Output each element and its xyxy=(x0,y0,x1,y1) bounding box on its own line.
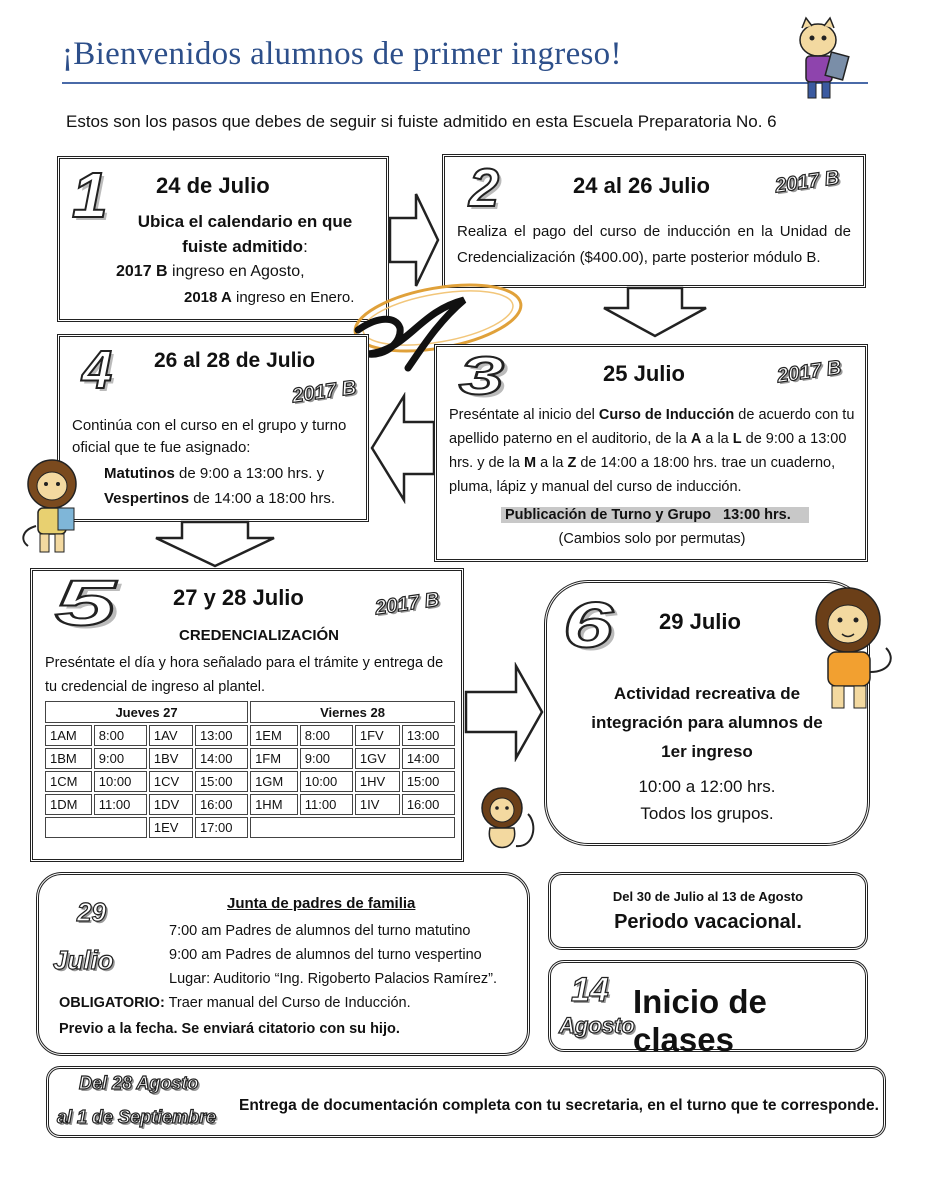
table-cell: 1FM xyxy=(250,748,298,769)
intro-text: Estos son los pasos que debes de seguir si fuiste admitido en esta Escuela Preparatoria No. 6 xyxy=(66,112,777,131)
step-4-semester: 2017 B xyxy=(290,376,358,408)
classes-month: Agosto xyxy=(559,1013,635,1038)
parents-heading: Junta de padres de familia xyxy=(227,895,416,912)
step-5-heading: CREDENCIALIZACIÓN xyxy=(179,627,339,644)
step-6-time: 10:00 a 12:00 hrs. Todos los grupos. xyxy=(638,777,776,823)
table-row xyxy=(45,725,455,746)
table-cell: 1CV xyxy=(149,771,193,792)
parents-obligatory: OBLIGATORIO: Traer manual del Curso de Inducción. xyxy=(59,995,411,1011)
table-cell: 14:00 xyxy=(402,748,455,769)
table-cell: 1DV xyxy=(149,794,193,815)
table-cell: 13:00 xyxy=(195,725,248,746)
step-4-matutino: Matutinos de 9:00 a 13:00 hrs. y xyxy=(104,465,325,482)
step-4-vespertino: Vespertinos de 14:00 a 18:00 hrs. xyxy=(104,490,335,507)
table-cell: 1DM xyxy=(45,794,92,815)
step-2-semester: 2017 B xyxy=(773,166,841,198)
step-4-date: 26 al 28 de Julio xyxy=(154,349,316,372)
vacation-range: Del 30 de Julio al 13 de Agosto xyxy=(612,889,804,904)
lion-sitting-icon xyxy=(472,784,544,860)
step-1-option-a: 2017 B ingreso en Agosto, xyxy=(116,263,305,280)
step-5-date: 27 y 28 Julio xyxy=(173,585,304,610)
table-day-header: Viernes 28 xyxy=(250,701,455,723)
table-cell: 17:00 xyxy=(195,817,248,838)
documents-box xyxy=(46,1066,886,1138)
step-3-number: 3 xyxy=(459,346,505,406)
table-cell: 1HM xyxy=(250,794,298,815)
step-3-highlight: Publicación de Turno y Grupo 13:00 hrs. xyxy=(501,507,809,523)
arrow-left-icon xyxy=(370,392,436,504)
step-6-text: Actividad recreativa de integración para alumnos de 1er ingreso xyxy=(591,684,823,761)
table-cell: 1FV xyxy=(355,725,400,746)
credential-schedule-table xyxy=(43,699,457,840)
step-3-text: Preséntate al inicio del Curso de Inducción de acuerdo con tu apellido paterno en el auditorio, de la A a la L de 9:00 a 13:00 hrs. y de la M a la Z de 14:00 a 18:00 hrs. trae un cuaderno, pluma, lápiz y manual del curso de inducción. xyxy=(449,407,855,495)
step-2-date: 24 al 26 Julio xyxy=(573,173,710,198)
step-5-box xyxy=(30,568,464,862)
table-cell: 14:00 xyxy=(195,748,248,769)
table-cell: 1BM xyxy=(45,748,92,769)
page-title: ¡Bienvenidos alumnos de primer ingreso! xyxy=(62,36,622,72)
lion-student-icon xyxy=(18,456,90,558)
parents-meeting-box xyxy=(36,872,530,1056)
table-cell: 1IV xyxy=(355,794,400,815)
table-cell: 10:00 xyxy=(94,771,147,792)
step-2-text: Realiza el pago del curso de inducción en la Unidad de Credencialización ($400.00), parte posterior módulo B. xyxy=(457,223,851,266)
step-1-option-b: 2018 A ingreso en Enero. xyxy=(184,289,355,306)
arrow-down-icon xyxy=(600,286,710,338)
step-2-box xyxy=(442,154,866,288)
parents-previous: Previo a la fecha. Se enviará citatorio con su hijo. xyxy=(59,1021,400,1037)
table-row xyxy=(45,794,455,815)
table-cell: 1HV xyxy=(355,771,400,792)
table-cell: 16:00 xyxy=(402,794,455,815)
step-1-number: 1 xyxy=(72,159,108,231)
table-cell: 8:00 xyxy=(300,725,353,746)
step-4-box xyxy=(57,334,369,522)
arrow-down-icon xyxy=(152,520,278,568)
table-cell: 9:00 xyxy=(300,748,353,769)
title-divider xyxy=(62,82,868,84)
table-cell: 1GV xyxy=(355,748,400,769)
step-6-number: 6 xyxy=(563,589,613,661)
vacation-box xyxy=(548,872,868,950)
table-cell: 16:00 xyxy=(195,794,248,815)
table-cell: 1AV xyxy=(149,725,193,746)
step-3-semester: 2017 B xyxy=(775,356,843,388)
step-3-box xyxy=(434,344,868,562)
parents-details: 7:00 am Padres de alumnos del turno matutino 9:00 am Padres de alumnos del turno vespertino Lugar: Auditorio “Ing. Rigoberto Palacios Ramírez”. xyxy=(169,923,498,987)
step-3-note: (Cambios solo por permutas) xyxy=(558,531,746,547)
table-cell: 1AM xyxy=(45,725,92,746)
lion-mascot-icon xyxy=(806,582,900,716)
table-cell: 8:00 xyxy=(94,725,147,746)
table-cell: 15:00 xyxy=(195,771,248,792)
table-cell: 1CM xyxy=(45,771,92,792)
step-5-semester: 2017 B xyxy=(373,588,441,620)
table-cell: 15:00 xyxy=(402,771,455,792)
table-row xyxy=(45,748,455,769)
table-cell: 11:00 xyxy=(94,794,147,815)
documents-to: al 1 de Septiembre xyxy=(57,1107,217,1127)
table-cell: 9:00 xyxy=(94,748,147,769)
table-cell: 1BV xyxy=(149,748,193,769)
table-cell xyxy=(250,817,455,838)
step-1-text: Ubica el calendario en que fuiste admitido: xyxy=(137,212,353,256)
mascot-reading-icon xyxy=(788,14,858,104)
table-cell: 1EM xyxy=(250,725,298,746)
step-4-number: 4 xyxy=(82,340,113,400)
step-4-text: Continúa con el curso en el grupo y turno oficial que te fue asignado: xyxy=(72,417,347,456)
table-row xyxy=(45,817,455,838)
table-cell: 1GM xyxy=(250,771,298,792)
parents-month: Julio xyxy=(53,945,114,975)
table-day-header: Jueves 27 xyxy=(45,701,248,723)
step-1-date: 24 de Julio xyxy=(156,173,270,198)
classes-day: 14 xyxy=(571,971,609,1009)
vacation-label: Periodo vacacional. xyxy=(614,911,802,933)
step-2-number: 2 xyxy=(469,158,500,218)
documents-from: Del 28 Agosto xyxy=(79,1073,199,1093)
table-cell: 13:00 xyxy=(402,725,455,746)
table-row xyxy=(45,771,455,792)
documents-text: Entrega de documentación completa con tu secretaria, en el turno que te corresponde. xyxy=(239,1097,879,1114)
table-cell: 10:00 xyxy=(300,771,353,792)
step-6-date: 29 Julio xyxy=(659,609,741,634)
table-cell: 1EV xyxy=(149,817,193,838)
parents-day: 29 xyxy=(77,897,106,927)
arrow-right-icon xyxy=(464,662,544,762)
classes-start-box xyxy=(548,960,868,1058)
step-3-date: 25 Julio xyxy=(603,361,685,386)
table-cell: 11:00 xyxy=(300,794,353,815)
step-5-number: 5 xyxy=(55,567,116,639)
classes-label: Inicio de clases xyxy=(633,983,767,1058)
table-cell xyxy=(45,817,147,838)
step-5-text: Preséntate el día y hora señalado para el trámite y entrega de tu credencial de ingreso al plantel. xyxy=(45,655,444,695)
